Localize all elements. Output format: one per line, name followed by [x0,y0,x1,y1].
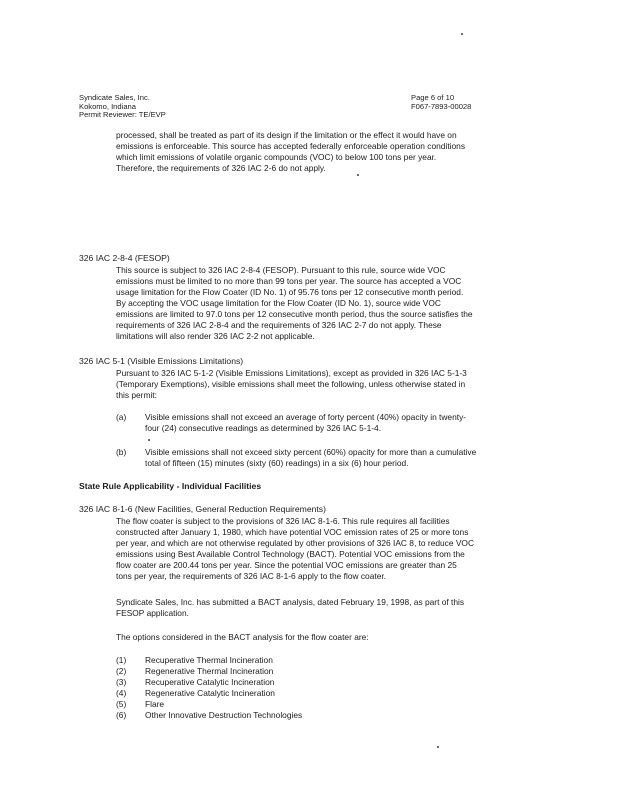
visible-emissions-heading: 326 IAC 5-1 (Visible Emissions Limitations) [79,356,244,366]
company-name: Syndicate Sales, Inc. [79,93,150,102]
item-number: (5) [116,699,127,709]
intro-paragraph [116,130,518,174]
options-intro: The options considered in the BACT analysis for the flow coater are: [116,632,369,642]
scan-speck [461,33,463,35]
page-number: Page 6 of 10 [411,93,455,102]
text-line: flow coater are 200.44 tons per year. Since the potential VOC emissions are greater than 25 [116,560,457,570]
text-line: (Temporary Exemptions), visible emissions shall meet the following, unless otherwise stated in [116,379,466,389]
text-line: The flow coater is subject to the provisions of 326 IAC 8-1-6. This rule requires all facilities [116,516,450,526]
text-line: limitations will also render 326 IAC 2-2 not applicable. [116,331,315,341]
options-list [116,655,416,721]
scan-speck [437,746,439,748]
text-line: Pursuant to 326 IAC 5-1-2 (Visible Emissions Limitations), except as provided in 326 IAC 5-1-3 [116,368,467,378]
new-facilities-paragraph [116,516,518,582]
bact-paragraph [116,597,518,619]
item-text: Recuperative Catalytic Incineration [145,677,275,687]
text-line: Therefore, the requirements of 326 IAC 2-6 do not apply. [116,163,326,173]
text-line: Syndicate Sales, Inc. has submitted a BACT analysis, dated February 19, 1998, as part of this [116,597,465,607]
list-item [116,710,416,721]
text-line: constructed after January 1, 1980, which have potential VOC emission rates of 25 or more tons [116,527,469,537]
text-line: this permit: [116,390,157,400]
new-facilities-heading: 326 IAC 8-1-6 (New Facilities, General Reduction Requirements) [79,504,326,514]
scan-speck [148,439,150,441]
item-text: Other Innovative Destruction Technologies [145,710,303,720]
item-text: Recuperative Thermal Incineration [145,655,273,665]
item-number: (1) [116,655,127,665]
state-rule-heading: State Rule Applicability - Individual Facilities [79,481,262,491]
text-line: emissions using Best Available Control Technology (BACT). Potential VOC emissions from the [116,549,465,559]
text-line: Visible emissions shall not exceed sixty percent (60%) opacity for more than a cumulative [145,447,477,457]
scan-speck [357,174,359,176]
item-number: (4) [116,688,127,698]
permit-reviewer: Permit Reviewer: TE/EVP [79,110,166,120]
text-line: requirements of 326 IAC 2-8-4 and the requirements of 326 IAC 2-7 do not apply. These [116,320,442,330]
item-text: Flare [145,699,165,709]
text-line: four (24) consecutive readings as determined by 326 IAC 5-1-4. [145,423,382,433]
list-item [116,412,518,436]
text-line: which limit emissions of volatile organic compounds (VOC) to below 100 tons per year. [116,152,437,162]
list-item [116,666,416,677]
text-line: emissions is enforceable. This source has accepted federally enforceable operation conditions [116,141,466,151]
text-line: total of fifteen (15) minutes (sixty (60) readings) in a six (6) hour period. [145,458,409,468]
list-item [116,677,416,688]
permit-number: F067-7893-00028 [411,101,472,111]
text-line: processed, shall be treated as part of its design if the limitation or the effect it would have on [116,130,457,140]
text-line: This source is subject to 326 IAC 2-8-4 (FESOP). Pursuant to this rule, source wide VOC [116,265,446,275]
list-item [116,655,416,666]
item-label: (b) [116,447,127,457]
text-line: per year, and which are not otherwise regulated by other provisions of 326 IAC 8, to reduce VOC [116,538,474,548]
text-line: FESOP application. [116,608,189,618]
text-line: Visible emissions shall not exceed an average of forty percent (40%) opacity in twenty- [145,412,467,422]
company-city: Kokomo, Indiana [79,101,136,111]
list-item [116,447,518,471]
text-line: tons per year, the requirements of 326 IAC 8-1-6 apply to the flow coater. [116,571,387,581]
item-text: Regenerative Catalytic Incineration [145,688,275,698]
item-number: (6) [116,710,127,720]
item-number: (3) [116,677,127,687]
header-left [79,94,279,120]
text-line: By accepting the VOC usage limitation for the Flow Coater (ID No. 1), source wide VOC [116,298,441,308]
fesop-heading: 326 IAC 2-8-4 (FESOP) [79,253,170,263]
item-text: Regenerative Thermal Incineration [145,666,274,676]
list-item [116,699,416,710]
fesop-paragraph [116,265,518,342]
visible-emissions-paragraph [116,368,518,401]
item-label: (a) [116,412,127,422]
text-line: usage limitation for the Flow Coater (ID No. 1) of 95.76 tons per 12 consecutive month period. [116,287,464,297]
list-item [116,688,416,699]
item-number: (2) [116,666,127,676]
text-line: emissions are limited to 97.0 tons per 12 consecutive month period, thus the source satisfies the [116,309,473,319]
text-line: emissions must be limited to no more than 99 tons per year. The source has accepted a VOC [116,276,462,286]
header-right [411,94,551,111]
